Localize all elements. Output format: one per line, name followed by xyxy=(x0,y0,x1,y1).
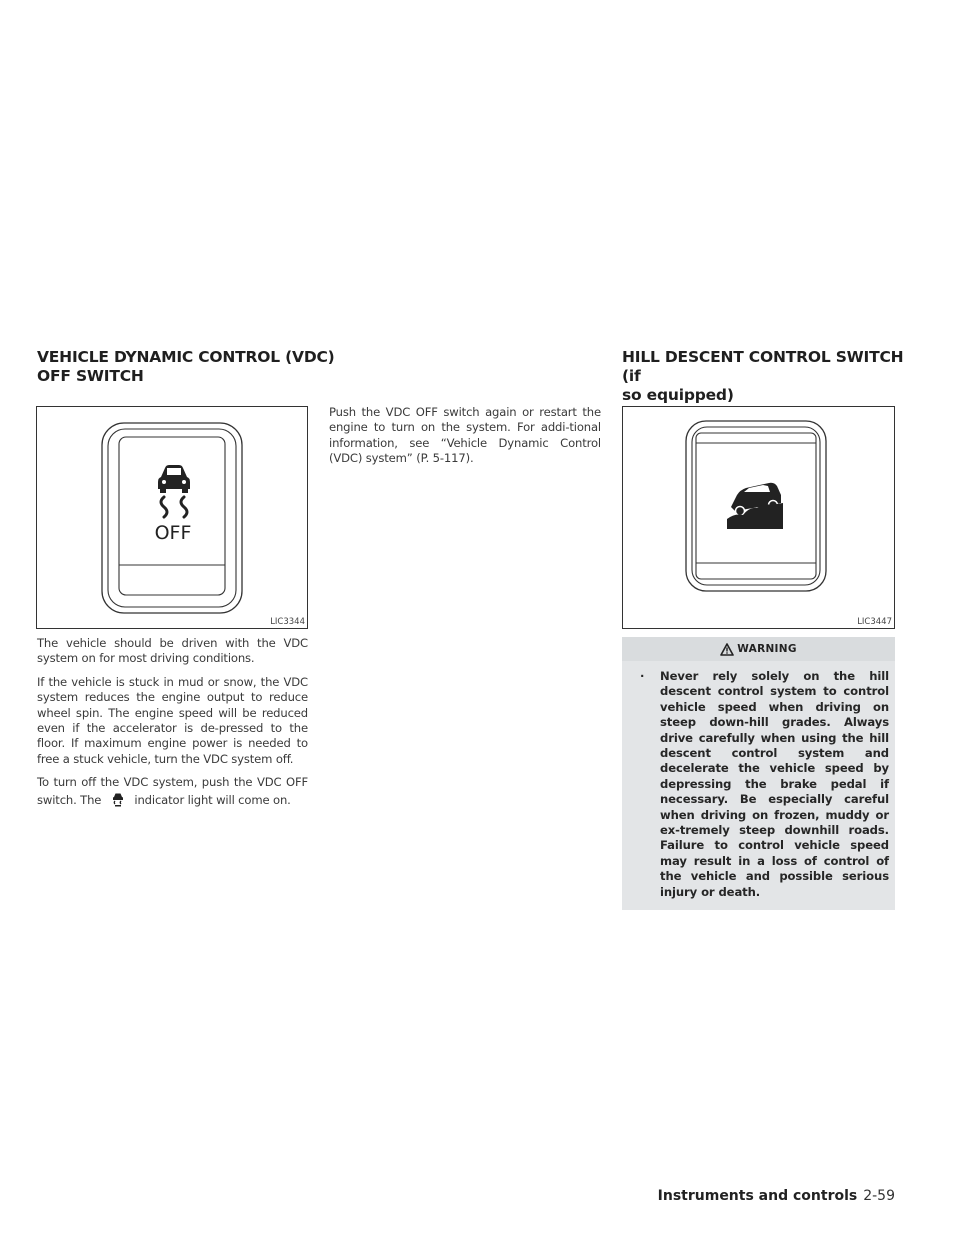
warning-box xyxy=(622,637,895,910)
vdc-off-switch-illustration xyxy=(37,407,307,628)
paragraph: To turn off the VDC system, push the VDC OFF switch. The indicator light will come on. xyxy=(37,775,308,811)
paragraph: The vehicle should be driven with the VDC system on for most driving conditions. xyxy=(37,636,308,666)
warning-label: WARNING xyxy=(737,643,797,655)
figure-code: LIC3344 xyxy=(270,617,305,627)
vdc-body-text xyxy=(37,636,308,819)
hill-descent-switch-illustration xyxy=(623,407,894,628)
warning-content xyxy=(622,661,895,910)
hill-descent-section-title: HILL DESCENT CONTROL SWITCH (if so equipped) xyxy=(622,348,904,404)
switch-off-label: OFF xyxy=(154,522,192,544)
paragraph: If the vehicle is stuck in mud or snow, the VDC system reduces the engine output to reduce wheel spin. The engine speed will be reduced even if the accelerator is de-pressed to the floor. If maximum engine power is needed to free a stuck vehicle, turn the VDC system off. xyxy=(37,674,308,766)
figure-code: LIC3447 xyxy=(857,617,892,627)
vdc-section-title: VEHICLE DYNAMIC CONTROL (VDC) OFF SWITCH xyxy=(37,348,335,385)
vdc-off-indicator-icon xyxy=(105,791,131,811)
hill-descent-switch-figure xyxy=(622,406,895,629)
warning-triangle-icon xyxy=(720,643,734,656)
warning-text: Never rely solely on the hill descent control system to control vehicle speed when driving on steep down-hill grades. Always drive carefully when using the hill descent control system and decelerate the vehicle speed by depressing the brake pedal if necessary. Be especially careful when driving on frozen, muddy or ex-tremely steep downhill roads. Failure to control vehicle speed may result in a loss of control of the vehicle and possible serious injury or death. xyxy=(660,669,889,899)
footer-section-name: Instruments and controls xyxy=(657,1188,858,1204)
bullet: · xyxy=(640,669,645,683)
warning-header xyxy=(622,637,895,661)
vdc-switch-figure xyxy=(36,406,308,629)
paragraph: Push the VDC OFF switch again or restart the engine to turn on the system. For addi-tional information, see “Vehicle Dynamic Control (VDC) system” (P. 5-117). xyxy=(329,405,601,466)
page-footer xyxy=(658,1185,895,1204)
vdc-body-text-continued xyxy=(329,405,601,475)
hill-descent-icon xyxy=(727,483,783,529)
car-skid-icon xyxy=(158,465,190,517)
list-item xyxy=(640,669,889,900)
page-number: 2-59 xyxy=(863,1188,895,1204)
